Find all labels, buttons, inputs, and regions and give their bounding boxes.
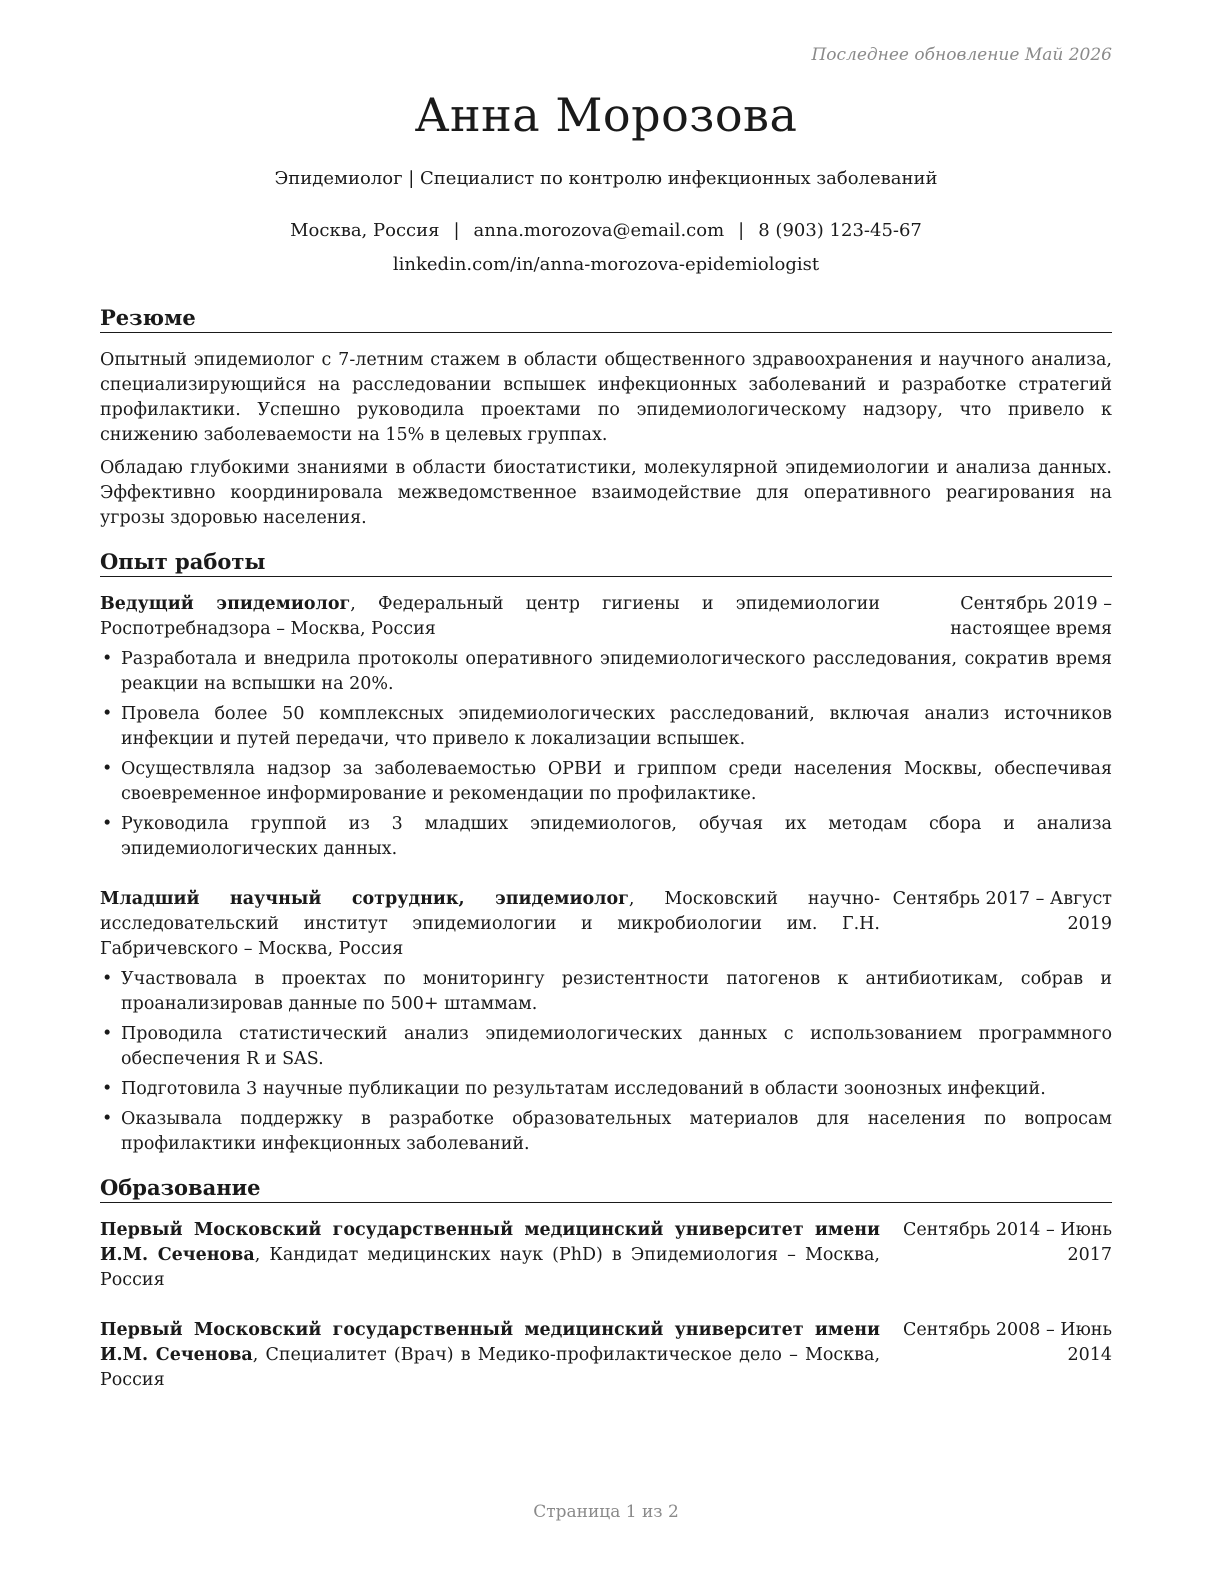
summary-section bbox=[100, 305, 1112, 531]
job-entry bbox=[100, 887, 1112, 1157]
phone: 8 (903) 123-45-67 bbox=[758, 220, 922, 241]
section-title-summary: Резюме bbox=[100, 305, 1112, 333]
bullet-item: • Участвовала в проектах по мониторингу резистентности патогенов к антибиотикам, собрав и проанализировав данные по 500+ штаммам. bbox=[102, 969, 1112, 1014]
headline: Эпидемиолог | Специалист по контролю инфекционных заболеваний bbox=[274, 168, 938, 189]
person-name: Анна Морозова bbox=[414, 88, 798, 142]
degree-details: , Кандидат медицинских наук (PhD) в Эпидемиология – Москва, Россия bbox=[100, 1245, 880, 1290]
summary-paragraph: Обладаю глубокими знаниями в области биостатистики, молекулярной эпидемиологии и анализа данных. Эффективно координировала межведомственное взаимодействие для оперативного реагирования на угрозы здоровью населения. bbox=[100, 458, 1112, 528]
separator: | bbox=[738, 220, 745, 241]
bullet-item: • Проводила статистический анализ эпидемиологических данных с использованием программного обеспечения R и SAS. bbox=[102, 1024, 1112, 1069]
bullet-item: • Разработала и внедрила протоколы оперативного эпидемиологического расследования, сократив время реакции на вспышки на 20%. bbox=[102, 649, 1112, 694]
email-link[interactable]: anna.morozova@email.com bbox=[473, 220, 725, 241]
bullet-item: • Осуществляла надзор за заболеваемостью ОРВИ и гриппом среди населения Москвы, обеспечивая своевременное информирование и рекомендации по профилактике. bbox=[102, 759, 1112, 804]
location: Москва, Россия bbox=[290, 220, 440, 241]
experience-section bbox=[100, 549, 1112, 1157]
bullet-item: • Оказывала поддержку в разработке образовательных материалов для населения по вопросам профилактики инфекционных заболеваний. bbox=[102, 1109, 1112, 1154]
job-bullets bbox=[100, 647, 1112, 862]
job-role: Ведущий эпидемиолог bbox=[100, 594, 351, 614]
contact-line bbox=[100, 220, 1112, 241]
bullet-item: • Подготовила 3 научные публикации по результатам исследований в области зоонозных инфекций. bbox=[102, 1079, 1046, 1099]
separator: | bbox=[453, 220, 460, 241]
job-role: Младший научный сотрудник, эпидемиолог bbox=[100, 889, 629, 909]
institution: Первый Московский государственный медицинский университет имени И.М. Сеченова bbox=[100, 1320, 880, 1365]
bullet-item: • Руководила группой из 3 младших эпидемиологов, обучая их методам сбора и анализа эпидемиологических данных. bbox=[102, 814, 1112, 859]
education-section bbox=[100, 1175, 1112, 1393]
job-bullets bbox=[100, 967, 1112, 1157]
education-dates: Сентябрь 2008 – Июнь 2014 bbox=[902, 1320, 1112, 1365]
education-entry bbox=[100, 1218, 1112, 1293]
institution: Первый Московский государственный медицинский университет имени И.М. Сеченова bbox=[100, 1220, 880, 1265]
degree-details: , Специалитет (Врач) в Медико-профилактическое дело – Москва, Россия bbox=[100, 1345, 881, 1390]
job-dates: Сентябрь 2017 – Август 2019 bbox=[892, 889, 1112, 934]
linkedin-link[interactable]: linkedin.com/in/anna-morozova-epidemiologist bbox=[392, 254, 820, 275]
section-title-education: Образование bbox=[100, 1175, 1112, 1203]
last-updated: Последнее обновление Май 2026 bbox=[811, 45, 1112, 65]
job-header bbox=[100, 887, 1112, 962]
job-details: , Московский научно-исследовательский институт эпидемиологии и микробиологии им. Г.Н. Габричевского – Москва, Россия bbox=[100, 889, 880, 959]
education-entry bbox=[100, 1318, 1112, 1393]
job-entry bbox=[100, 592, 1112, 862]
summary-paragraph: Опытный эпидемиолог с 7-летним стажем в области общественного здравоохранения и научного анализа, специализирующийся на расследовании вспышек инфекционных заболеваний и разработке стратегий профилактики. Успешно руководила проектами по эпидемиологическому надзору, что привело к снижению заболеваемости на 15% в целевых группах. bbox=[100, 350, 1112, 445]
page-number: Страница 1 из 2 bbox=[533, 1502, 679, 1522]
job-dates: Сентябрь 2019 – настоящее время bbox=[950, 594, 1112, 639]
job-details: , Федеральный центр гигиены и эпидемиологии Роспотребнадзора – Москва, Россия bbox=[100, 594, 880, 639]
bullet-item: • Провела более 50 комплексных эпидемиологических расследований, включая анализ источников инфекции и путей передачи, что привело к локализации вспышек. bbox=[102, 704, 1112, 749]
section-title-experience: Опыт работы bbox=[100, 549, 1112, 577]
job-header bbox=[100, 592, 1112, 642]
education-dates: Сентябрь 2014 – Июнь 2017 bbox=[902, 1220, 1112, 1265]
resume-page bbox=[100, 0, 1112, 1584]
